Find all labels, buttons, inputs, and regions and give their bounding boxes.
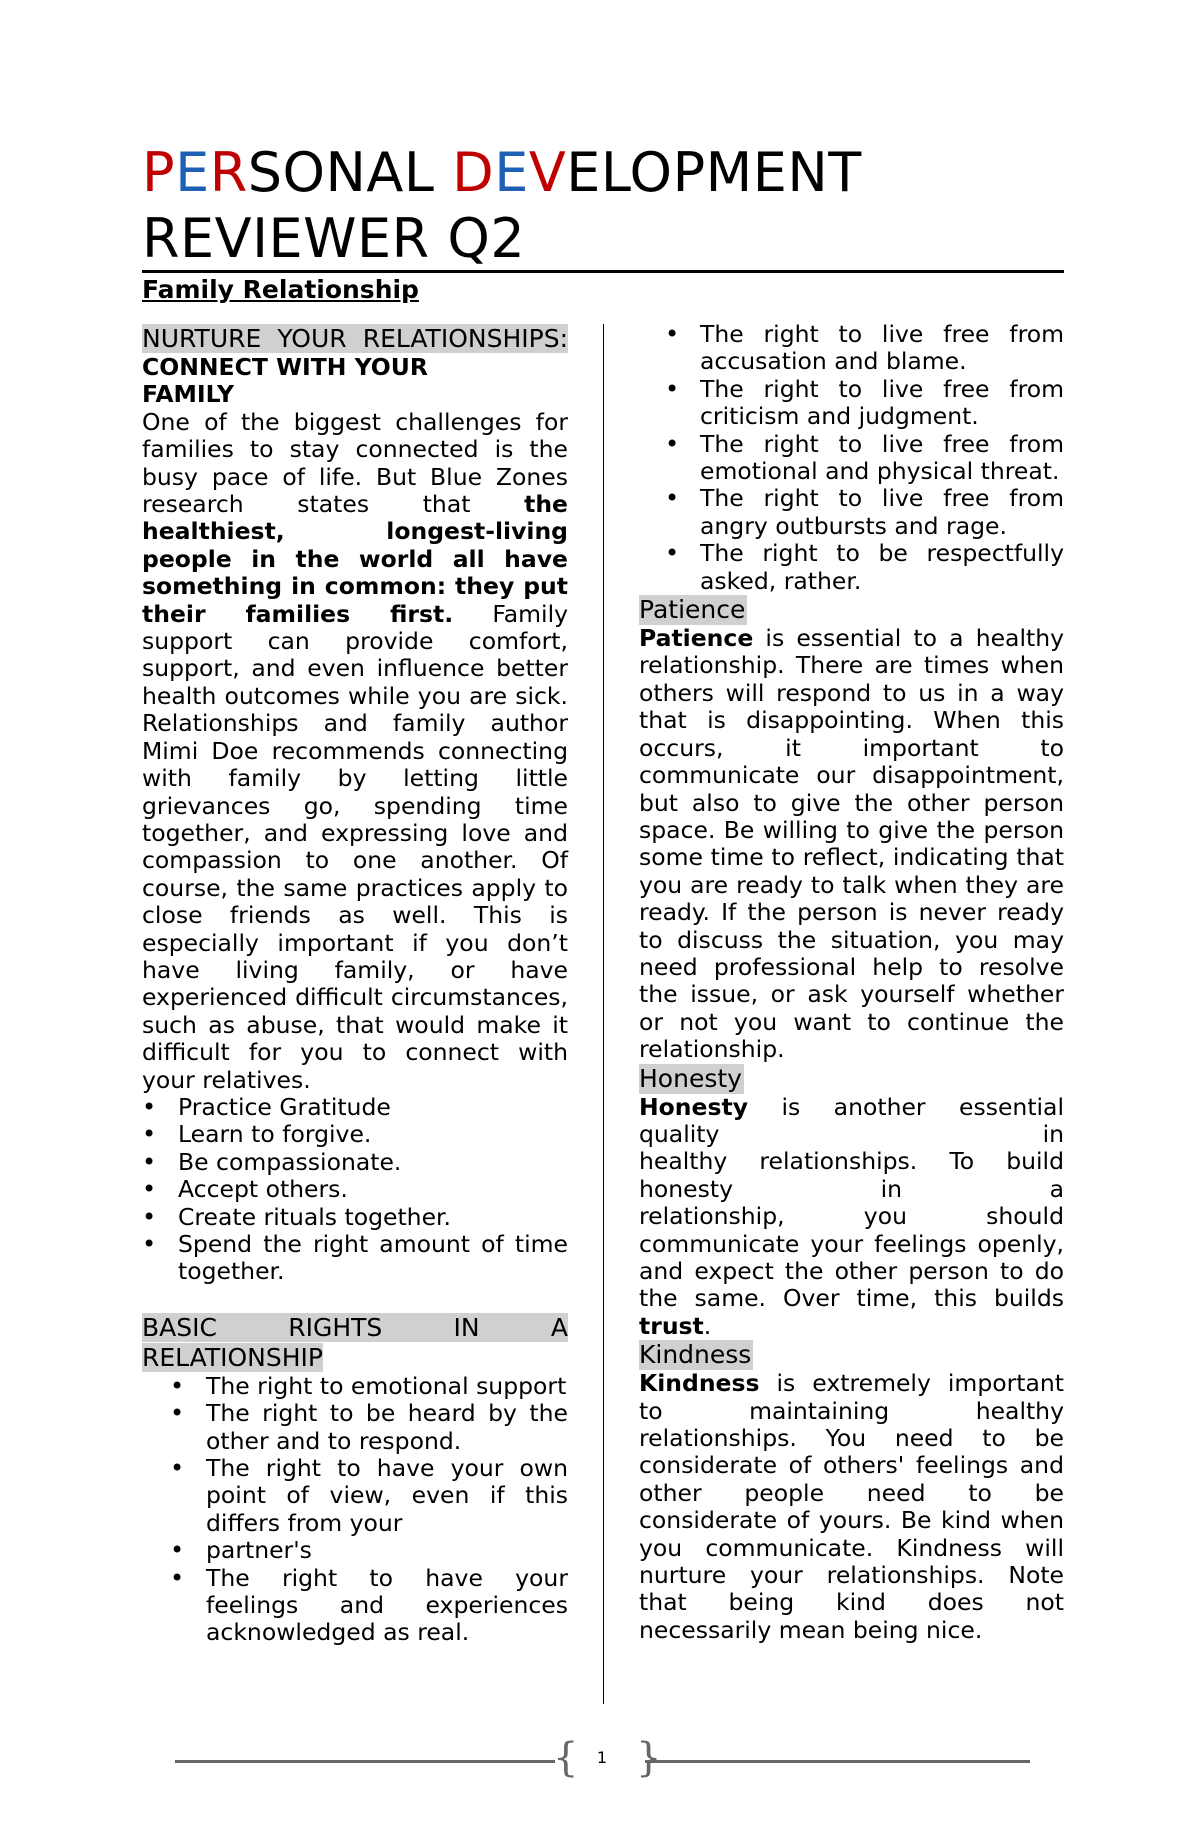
title-segment: P: [142, 141, 176, 204]
list-item: • The right to live free from accusation and blame.: [663, 321, 1064, 376]
page-number: 1: [596, 1748, 608, 1767]
section-subtitle: Family Relationship: [142, 275, 419, 304]
document-title: [142, 140, 1062, 272]
title-segment: V: [528, 141, 567, 204]
title-line-1: [142, 141, 862, 204]
title-segment: E: [494, 141, 529, 204]
gratitude-tips-list: [142, 1094, 568, 1286]
rights-continued-list: [663, 321, 1064, 595]
honesty-heading: Honesty: [639, 1063, 742, 1093]
list-item: • The right to be heard by the other and to respond.: [170, 1400, 568, 1455]
footer-rule-right: [645, 1760, 1030, 1763]
honesty-paragraph-line1: Honesty is another essential quality in: [639, 1092, 1064, 1148]
list-item: • Be compassionate.: [142, 1149, 568, 1176]
list-item: • partner's: [170, 1537, 568, 1564]
title-segment: E: [175, 141, 210, 204]
list-item: • Practice Gratitude: [142, 1094, 568, 1121]
kindness-heading: Kindness: [639, 1340, 752, 1370]
list-item: • The right to have your feelings and experiences acknowledged as real.: [170, 1565, 568, 1647]
footer-brace-left: {: [553, 1735, 579, 1781]
list-item: • The right to emotional support: [170, 1373, 568, 1400]
connect-subheading-line1: CONNECT WITH YOUR: [142, 353, 428, 381]
kindness-paragraph: Kindness is extremely important to maintaining healthy relationships. You need to be considerate of others' feelings and other people need to be considerate of yours. Be kind when you communicate. Kindness will nurture your relationships. Note that being kind does not necessarily mean being nice.: [639, 1369, 1064, 1644]
patience-paragraph: Patience is essential to a healthy relationship. There are times when others will respond to us in a way that is disappointing. When this occurs, it important to communicate our disappointment, but also to give the other person space. Be willing to give the person some time to reflect, indicating that you are ready to talk when they are ready. If the person is never ready to discuss the situation, you may need professional help to resolve the issue, or ask yourself whether or not you want to continue the relationship.: [639, 624, 1064, 1064]
nurture-heading: NURTURE YOUR RELATIONSHIPS:: [142, 324, 568, 353]
honesty-paragraph-line3: relationship, you should communicate your feelings openly, and expect the other person to do the same. Over time, this builds trust.: [639, 1202, 1064, 1340]
connect-paragraph: One of the biggest challenges for families to stay connected is the busy pace of life. But Blue Zones research states that the healthiest, longest-living people in the world all have something in common: they put their families first. Family support can provide comfort, support, and even influence better health outcomes while you are sick. Relationships and family author Mimi Doe recommends connecting with family by letting little grievances go, spending time together, and expressing love and compassion to one another. Of course, the same practices apply to close friends as well. This is especially important if you don’t have living family, or have experienced difficult circumstances, such as abuse, that would make it difficult for you to connect with your relatives.: [142, 407, 568, 1094]
basic-rights-heading-line2: RELATIONSHIP: [142, 1342, 323, 1372]
list-item: • The right to live free from emotional and physical threat.: [663, 431, 1064, 486]
footer-rule-left: [175, 1760, 555, 1763]
title-segment: ELOPMENT: [566, 141, 862, 204]
left-column: [142, 324, 568, 1647]
list-item: • Spend the right amount of time together.: [142, 1231, 568, 1286]
list-item: • The right to live free from angry outbursts and rage.: [663, 485, 1064, 540]
list-item: • Learn to forgive.: [142, 1121, 568, 1148]
title-segment: R: [209, 141, 248, 204]
list-item: • The right to live free from criticism and judgment.: [663, 376, 1064, 431]
title-segment: D: [452, 141, 495, 204]
title-line-2: REVIEWER Q2: [142, 207, 526, 270]
list-item: • The right to have your own point of view, even if this differs from your: [170, 1455, 568, 1537]
patience-heading: Patience: [639, 595, 746, 625]
title-segment: SONAL: [247, 141, 453, 204]
honesty-paragraph-line2: healthy relationships. To build honesty in a: [639, 1147, 1064, 1203]
list-item: • Create rituals together.: [142, 1204, 568, 1231]
right-column: [639, 321, 1064, 1644]
connect-subheading-line2: FAMILY: [142, 380, 235, 409]
footer-brace-right: }: [636, 1735, 662, 1781]
column-divider: [603, 324, 604, 1704]
basic-rights-list: [170, 1373, 568, 1647]
list-item: • Accept others.: [142, 1176, 568, 1203]
title-underline-rule: [142, 270, 1064, 273]
basic-rights-heading-line1: BASIC RIGHTS IN A: [142, 1312, 568, 1342]
list-item: • The right to be respectfully asked, rather.: [663, 540, 1064, 595]
